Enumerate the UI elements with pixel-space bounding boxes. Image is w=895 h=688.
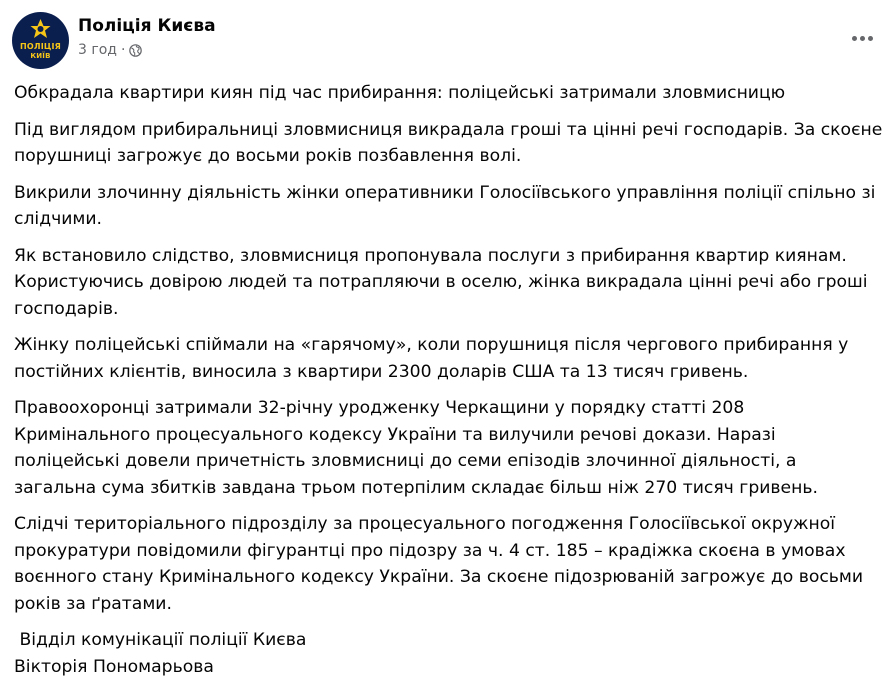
police-badge-icon — [12, 12, 69, 69]
post-meta — [78, 42, 142, 58]
avatar-text-city: КИЇВ — [30, 52, 51, 60]
meta-separator: · — [120, 42, 126, 58]
post-body — [14, 80, 884, 680]
more-options-icon[interactable] — [848, 24, 876, 52]
post-header — [12, 12, 882, 72]
post-headline: Обкрадала квартири киян під час прибирання: поліцейські затримали зловмисницю — [14, 83, 786, 103]
page-name-link[interactable]: Поліція Києва — [78, 16, 216, 36]
avatar-text-police: ПОЛІЦІЯ — [19, 42, 62, 51]
post-paragraph: Жінку поліцейські спіймали на «гарячому», коли порушниця після чергового прибирання у постійних клієнтів, виносила з квартири 2300 доларів США та 13 тисяч гривень. — [14, 335, 849, 382]
post-timestamp[interactable]: 3 год — [78, 42, 117, 58]
globe-icon[interactable] — [129, 44, 142, 57]
post-signature — [14, 627, 884, 680]
post-paragraph: Правоохоронці затримали 32-річну уродженку Черкащини у порядку статті 208 Кримінального процесуального кодексу України та вилучили речові докази. Наразі поліцейські довели причетність зловмисниці до семи епізодів злочинної діяльності, а загальна сума збитків завдана трьом потерпілим складає більш ніж 270 тисяч гривень. — [14, 398, 818, 498]
post-paragraph: Як встановило слідство, зловмисниця пропонувала послуги з прибирання квартир киянам. Користуючись довірою людей та потрапляючи в оселю, жінка викрадала цінні речі або гроші господарів. — [14, 245, 868, 319]
signature-author: Вікторія Пономарьова — [14, 656, 214, 677]
post-paragraph: Під виглядом прибиральниці зловмисниця викрадала гроші та цінні речі господарів. За скоєне порушниці загрожує до восьми років позбавлення волі. — [14, 119, 883, 166]
signature-department: Відділ комунікації поліції Києва — [14, 630, 307, 650]
avatar[interactable] — [12, 12, 69, 69]
post-paragraph: Викрили злочинну діяльність жінки оперативники Голосіївського управління поліції спільно зі слідчими. — [14, 182, 876, 229]
post-paragraph: Слідчі територіального підрозділу за процесуального погодження Голосіївської окружної прокуратури повідомили фігурантці про підозру за ч. 4 ст. 185 – крадіжка скоєна в умовах воєнного стану Кримінального кодексу України. За скоєне підозрюваній загрожує до восьми років за ґратами. — [14, 514, 864, 614]
